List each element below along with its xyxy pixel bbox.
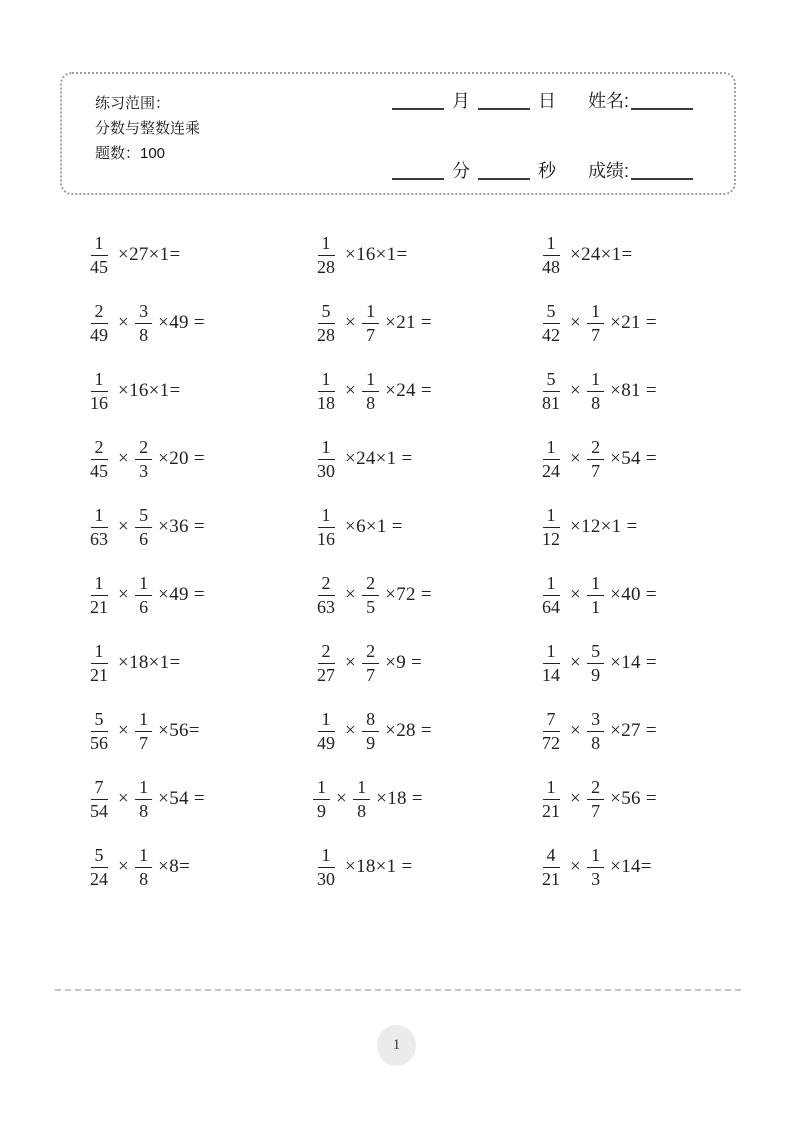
denominator: 21 xyxy=(90,664,108,685)
numerator: 2 xyxy=(318,641,335,663)
fraction xyxy=(587,777,604,820)
numerator: 1 xyxy=(543,641,560,663)
denominator: 7 xyxy=(366,664,376,685)
math-problem xyxy=(312,709,537,752)
date-name-row xyxy=(392,92,722,110)
fraction xyxy=(538,369,564,412)
numerator: 1 xyxy=(353,777,370,799)
fraction xyxy=(135,301,152,344)
numerator: 8 xyxy=(362,709,379,731)
denominator: 54 xyxy=(90,800,108,821)
numerator: 5 xyxy=(91,845,108,867)
denominator: 7 xyxy=(366,324,376,345)
operator-text: × xyxy=(113,584,135,605)
header-left-block xyxy=(95,91,200,166)
denominator: 42 xyxy=(542,324,560,345)
denominator: 49 xyxy=(317,732,335,753)
fraction xyxy=(86,301,112,344)
denominator: 3 xyxy=(139,460,149,481)
operator-text: ×54 = xyxy=(605,448,657,469)
numerator: 1 xyxy=(135,709,152,731)
denominator: 56 xyxy=(90,732,108,753)
score-label: 成绩: xyxy=(588,161,630,181)
operator-text: ×12×1 = xyxy=(565,516,638,537)
numerator: 1 xyxy=(313,777,330,799)
math-problem xyxy=(312,845,537,888)
math-problem xyxy=(85,641,312,684)
denominator: 3 xyxy=(591,868,601,889)
numerator: 1 xyxy=(587,369,604,391)
question-count-label: 题数：100 xyxy=(95,145,166,162)
fraction xyxy=(135,573,152,616)
fraction xyxy=(538,777,564,820)
fraction xyxy=(313,845,339,888)
numerator: 2 xyxy=(91,301,108,323)
math-problem xyxy=(85,709,312,752)
fraction xyxy=(362,709,379,752)
operator-text: ×24 = xyxy=(380,380,432,401)
denominator: 8 xyxy=(139,800,149,821)
numerator: 2 xyxy=(91,437,108,459)
fraction xyxy=(135,709,152,752)
fraction xyxy=(587,709,604,752)
fraction xyxy=(86,437,112,480)
fraction xyxy=(538,301,564,344)
fraction xyxy=(313,505,339,548)
math-problem xyxy=(85,573,312,616)
math-problem xyxy=(312,641,537,684)
fraction xyxy=(313,301,339,344)
math-problem xyxy=(312,301,537,344)
page-number-badge xyxy=(377,1025,416,1066)
month-label: 月 xyxy=(452,91,470,111)
numerator: 2 xyxy=(587,777,604,799)
numerator: 1 xyxy=(362,369,379,391)
time-score-row xyxy=(392,162,722,180)
denominator: 45 xyxy=(90,256,108,277)
math-problem xyxy=(537,777,772,820)
denominator: 28 xyxy=(317,256,335,277)
score-blank-line xyxy=(631,164,693,180)
operator-text: ×54 = xyxy=(153,788,205,809)
fraction xyxy=(538,641,564,684)
operator-text: ×6×1 = xyxy=(340,516,403,537)
fraction xyxy=(587,845,604,888)
denominator: 14 xyxy=(542,664,560,685)
fraction xyxy=(86,709,112,752)
problem-grid xyxy=(85,221,772,901)
operator-text: ×8= xyxy=(153,856,191,877)
numerator: 1 xyxy=(318,437,335,459)
minute-blank-line xyxy=(392,164,444,180)
numerator: 3 xyxy=(587,709,604,731)
numerator: 1 xyxy=(135,573,152,595)
operator-text: × xyxy=(565,584,587,605)
fraction xyxy=(587,573,604,616)
fraction xyxy=(86,369,112,412)
fraction xyxy=(313,233,339,276)
numerator: 7 xyxy=(91,777,108,799)
fraction xyxy=(587,641,604,684)
math-problem xyxy=(312,437,537,480)
math-problem xyxy=(312,505,537,548)
operator-text: ×16×1= xyxy=(340,244,408,265)
math-problem xyxy=(312,573,537,616)
fraction xyxy=(587,301,604,344)
operator-text: ×14 = xyxy=(605,652,657,673)
operator-text: ×18×1 = xyxy=(340,856,413,877)
denominator: 24 xyxy=(542,460,560,481)
numerator: 1 xyxy=(91,369,108,391)
operator-text: × xyxy=(113,856,135,877)
denominator: 81 xyxy=(542,392,560,413)
fraction xyxy=(538,845,564,888)
second-blank-line xyxy=(478,164,530,180)
denominator: 7 xyxy=(591,800,601,821)
fraction xyxy=(135,777,152,820)
day-label: 日 xyxy=(538,91,556,111)
fraction xyxy=(313,437,339,480)
fraction xyxy=(86,845,112,888)
fraction xyxy=(313,709,339,752)
operator-text: × xyxy=(113,720,135,741)
denominator: 28 xyxy=(317,324,335,345)
numerator: 5 xyxy=(318,301,335,323)
fraction xyxy=(362,301,379,344)
denominator: 6 xyxy=(139,528,149,549)
fraction xyxy=(538,233,564,276)
denominator: 1 xyxy=(591,596,601,617)
operator-text: × xyxy=(113,788,135,809)
fraction xyxy=(538,573,564,616)
numerator: 1 xyxy=(91,505,108,527)
operator-text: ×81 = xyxy=(605,380,657,401)
denominator: 63 xyxy=(317,596,335,617)
numerator: 5 xyxy=(91,709,108,731)
numerator: 1 xyxy=(543,437,560,459)
denominator: 63 xyxy=(90,528,108,549)
numerator: 1 xyxy=(135,845,152,867)
fraction xyxy=(86,641,112,684)
operator-text: × xyxy=(565,448,587,469)
denominator: 64 xyxy=(542,596,560,617)
math-problem xyxy=(537,505,772,548)
math-problem xyxy=(85,233,312,276)
numerator: 4 xyxy=(543,845,560,867)
denominator: 9 xyxy=(366,732,376,753)
denominator: 9 xyxy=(591,664,601,685)
denominator: 30 xyxy=(317,868,335,889)
math-problem xyxy=(85,777,312,820)
operator-text: ×49 = xyxy=(153,584,205,605)
fraction xyxy=(86,233,112,276)
fraction xyxy=(538,437,564,480)
math-problem xyxy=(537,437,772,480)
operator-text: ×24×1 = xyxy=(340,448,413,469)
denominator: 8 xyxy=(366,392,376,413)
fraction xyxy=(135,437,152,480)
denominator: 21 xyxy=(542,868,560,889)
name-label: 姓名: xyxy=(588,91,630,111)
math-problem xyxy=(85,845,312,888)
operator-text: × xyxy=(340,652,362,673)
fraction xyxy=(313,641,339,684)
math-problem xyxy=(537,301,772,344)
operator-text: × xyxy=(565,652,587,673)
operator-text: × xyxy=(565,856,587,877)
fraction xyxy=(135,505,152,548)
operator-text: × xyxy=(113,312,135,333)
numerator: 2 xyxy=(318,573,335,595)
header-info-box xyxy=(60,72,736,195)
math-problem xyxy=(85,301,312,344)
operator-text: × xyxy=(340,720,362,741)
denominator: 7 xyxy=(591,460,601,481)
math-problem xyxy=(85,505,312,548)
operator-text: × xyxy=(113,448,135,469)
denominator: 9 xyxy=(317,800,326,821)
denominator: 8 xyxy=(591,392,601,413)
operator-text: ×20 = xyxy=(153,448,205,469)
minute-label: 分 xyxy=(452,161,470,181)
denominator: 21 xyxy=(90,596,108,617)
fraction xyxy=(353,777,370,820)
operator-text: ×49 = xyxy=(153,312,205,333)
operator-text: × xyxy=(340,312,362,333)
numerator: 7 xyxy=(543,709,560,731)
month-blank-line xyxy=(392,94,444,110)
denominator: 16 xyxy=(317,528,335,549)
practice-scope-label: 练习范围： xyxy=(95,95,171,112)
denominator: 16 xyxy=(90,392,108,413)
operator-text: × xyxy=(565,788,587,809)
denominator: 7 xyxy=(139,732,149,753)
operator-text: × xyxy=(331,788,353,809)
numerator: 1 xyxy=(587,301,604,323)
fraction xyxy=(587,437,604,480)
math-problem xyxy=(312,233,537,276)
numerator: 3 xyxy=(135,301,152,323)
operator-text: ×21 = xyxy=(380,312,432,333)
denominator: 48 xyxy=(542,256,560,277)
fraction xyxy=(538,505,564,548)
denominator: 8 xyxy=(357,800,367,821)
denominator: 5 xyxy=(366,596,376,617)
fraction xyxy=(135,845,152,888)
numerator: 1 xyxy=(318,845,335,867)
operator-text: ×18×1= xyxy=(113,652,181,673)
math-problem xyxy=(537,573,772,616)
denominator: 8 xyxy=(139,324,149,345)
numerator: 1 xyxy=(318,233,335,255)
numerator: 5 xyxy=(135,505,152,527)
header-right-block xyxy=(392,92,722,180)
operator-text: ×24×1= xyxy=(565,244,633,265)
fraction xyxy=(362,641,379,684)
fraction xyxy=(86,777,112,820)
numerator: 5 xyxy=(543,369,560,391)
denominator: 24 xyxy=(90,868,108,889)
denominator: 27 xyxy=(317,664,335,685)
denominator: 6 xyxy=(139,596,149,617)
fraction xyxy=(313,777,330,820)
operator-text: × xyxy=(340,584,362,605)
operator-text: ×9 = xyxy=(380,652,423,673)
name-blank-line xyxy=(631,94,693,110)
denominator: 49 xyxy=(90,324,108,345)
numerator: 1 xyxy=(91,233,108,255)
denominator: 8 xyxy=(591,732,601,753)
numerator: 1 xyxy=(362,301,379,323)
denominator: 18 xyxy=(317,392,335,413)
day-blank-line xyxy=(478,94,530,110)
math-problem xyxy=(85,437,312,480)
numerator: 1 xyxy=(543,233,560,255)
operator-text: ×56= xyxy=(153,720,200,741)
math-problem xyxy=(312,777,537,820)
numerator: 1 xyxy=(543,777,560,799)
operator-text: ×14= xyxy=(605,856,652,877)
operator-text: ×56 = xyxy=(605,788,657,809)
page-number: 1 xyxy=(392,1037,401,1053)
numerator: 1 xyxy=(587,573,604,595)
operator-text: ×72 = xyxy=(380,584,432,605)
numerator: 5 xyxy=(543,301,560,323)
fraction xyxy=(587,369,604,412)
numerator: 1 xyxy=(91,641,108,663)
fraction xyxy=(86,573,112,616)
numerator: 1 xyxy=(91,573,108,595)
operator-text: × xyxy=(565,720,587,741)
operator-text: × xyxy=(565,312,587,333)
numerator: 2 xyxy=(587,437,604,459)
numerator: 1 xyxy=(318,709,335,731)
fraction xyxy=(313,573,339,616)
denominator: 8 xyxy=(139,868,149,889)
denominator: 12 xyxy=(542,528,560,549)
math-problem xyxy=(537,233,772,276)
denominator: 72 xyxy=(542,732,560,753)
denominator: 21 xyxy=(542,800,560,821)
operator-text: ×36 = xyxy=(153,516,205,537)
numerator: 1 xyxy=(587,845,604,867)
operator-text: ×28 = xyxy=(380,720,432,741)
fraction xyxy=(362,369,379,412)
fraction xyxy=(313,369,339,412)
denominator: 30 xyxy=(317,460,335,481)
numerator: 2 xyxy=(135,437,152,459)
operator-text: × xyxy=(565,380,587,401)
denominator: 7 xyxy=(591,324,601,345)
fraction xyxy=(362,573,379,616)
second-label: 秒 xyxy=(538,161,556,181)
math-problem xyxy=(537,641,772,684)
operator-text: ×18 = xyxy=(371,788,423,809)
math-problem xyxy=(537,709,772,752)
fraction xyxy=(538,709,564,752)
math-problem xyxy=(537,369,772,412)
math-problem xyxy=(537,845,772,888)
operator-text: ×21 = xyxy=(605,312,657,333)
numerator: 1 xyxy=(543,505,560,527)
operator-text: ×40 = xyxy=(605,584,657,605)
numerator: 1 xyxy=(135,777,152,799)
fraction xyxy=(86,505,112,548)
operator-text: ×27 = xyxy=(605,720,657,741)
numerator: 1 xyxy=(318,505,335,527)
numerator: 1 xyxy=(318,369,335,391)
practice-scope-value: 分数与整数连乘 xyxy=(95,120,201,137)
numerator: 5 xyxy=(587,641,604,663)
numerator: 1 xyxy=(543,573,560,595)
operator-text: ×27×1= xyxy=(113,244,181,265)
operator-text: × xyxy=(340,380,362,401)
operator-text: ×16×1= xyxy=(113,380,181,401)
numerator: 2 xyxy=(362,573,379,595)
numerator: 2 xyxy=(362,641,379,663)
math-problem xyxy=(312,369,537,412)
math-problem xyxy=(85,369,312,412)
footer-divider xyxy=(55,989,741,991)
denominator: 45 xyxy=(90,460,108,481)
operator-text: × xyxy=(113,516,135,537)
